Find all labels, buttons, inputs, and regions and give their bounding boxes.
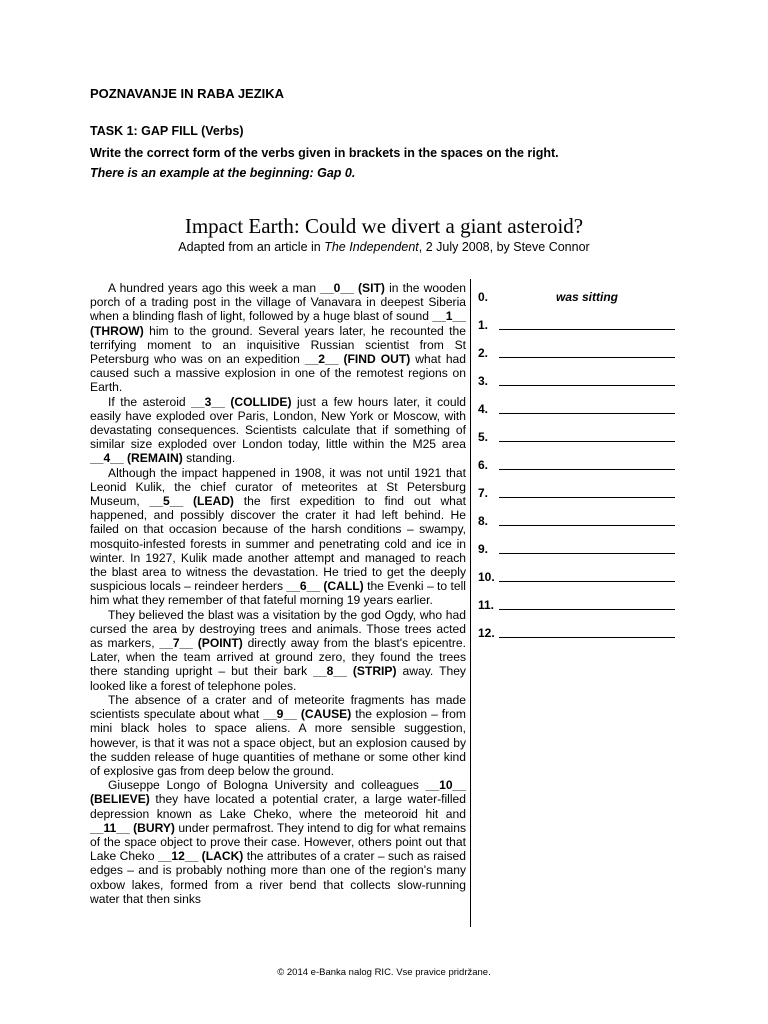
answer-blank[interactable] bbox=[499, 318, 675, 330]
answer-row bbox=[478, 346, 688, 374]
paragraph-text: Giuseppe Longo of Bologna University and colleagues bbox=[108, 778, 426, 793]
article-paragraph bbox=[90, 693, 466, 778]
paragraph-text: in the wooden porch of a trading post in the village of Vanavara in deepest Siberia when a blinding flash of light, followed by a huge blast of sound bbox=[90, 281, 466, 324]
answer-number: 2. bbox=[478, 346, 489, 360]
answer-row bbox=[478, 570, 688, 598]
source-publication: The Independent bbox=[324, 240, 419, 254]
answer-blank[interactable] bbox=[499, 598, 675, 610]
answer-blank[interactable] bbox=[499, 626, 675, 638]
answer-row bbox=[478, 374, 688, 402]
gap-prompt: __10__ (BELIEVE) bbox=[90, 778, 466, 807]
article-paragraph bbox=[90, 778, 466, 906]
answer-blank[interactable] bbox=[499, 458, 675, 470]
gap-prompt: __11__ (BURY) bbox=[90, 820, 175, 835]
gap-prompt: __9__ (CAUSE) bbox=[263, 707, 352, 722]
answer-row bbox=[478, 402, 688, 430]
paragraph-text: the explosion – from mini black holes to space aliens. A more sensible suggestion, however, is that it was not a space object, but an explosion caused by the sudden release of huge quantities of methane or some other kind of explosive gas from deep below the ground. bbox=[90, 707, 466, 778]
answer-row bbox=[478, 514, 688, 542]
section-title: POZNAVANJE IN RABA JEZIKA bbox=[90, 86, 285, 101]
paragraph-text: what had caused such a massive explosion in one of the remotest regions on Earth. bbox=[90, 352, 466, 395]
paragraph-text: they have located a potential crater, a large water-filled depression known as Lake Cheko, where the meteoroid hit and bbox=[90, 792, 466, 821]
answer-number: 0. bbox=[478, 290, 489, 304]
answer-number: 12. bbox=[478, 626, 495, 640]
gap-prompt: __5__ (LEAD) bbox=[149, 494, 234, 509]
answer-row bbox=[478, 626, 688, 654]
answer-row bbox=[478, 430, 688, 458]
answer-row bbox=[478, 318, 688, 346]
task-instruction: Write the correct form of the verbs given in brackets in the spaces on the right. bbox=[90, 146, 559, 160]
answer-number: 4. bbox=[478, 402, 489, 416]
source-prefix: Adapted from an article in bbox=[178, 240, 325, 254]
paragraph-text: directly away from the blast's epicentre. Later, when the team arrived at ground zero, they found the trees there standing upright – but their bark bbox=[90, 636, 466, 679]
answer-blank[interactable] bbox=[499, 486, 675, 498]
answer-number: 3. bbox=[478, 374, 489, 388]
gap-prompt: __2__ (FIND OUT) bbox=[304, 352, 411, 367]
answer-number: 7. bbox=[478, 486, 489, 500]
gap-prompt: __1__ (THROW) bbox=[90, 309, 466, 338]
paragraph-text: away. They looked like a forest of telephone poles. bbox=[90, 664, 466, 693]
example-answer: was sitting bbox=[555, 290, 618, 304]
answer-row bbox=[478, 290, 688, 318]
gap-prompt: __0__ (SIT) bbox=[320, 281, 385, 295]
paragraph-text: the Evenki – to tell him what they remember of that fateful morning 19 years earlier. bbox=[90, 579, 466, 608]
task-title: TASK 1: GAP FILL (Verbs) bbox=[90, 124, 244, 138]
article-paragraph bbox=[90, 466, 466, 608]
answer-row bbox=[478, 458, 688, 486]
answer-blank[interactable] bbox=[499, 346, 675, 358]
paragraph-text: The absence of a crater and of meteorite fragments has made scientists speculate about what bbox=[90, 692, 466, 722]
paragraph-text: the attributes of a crater – such as raised edges – and is probably nothing more than one of the region's many oxbow lakes, formed from a river bend that collects slow-running water that then sinks bbox=[90, 849, 466, 906]
answer-number: 6. bbox=[478, 458, 489, 472]
gap-prompt: __6__ (CALL) bbox=[286, 579, 364, 594]
article-paragraph bbox=[90, 281, 466, 395]
source-suffix: , 2 July 2008, by Steve Connor bbox=[418, 240, 590, 254]
answer-number: 1. bbox=[478, 318, 489, 332]
gap-prompt: __4__ (REMAIN) bbox=[90, 451, 183, 466]
paragraph-text: under permafrost. They intend to dig for what remains of the space object to prove their case. However, others point out that Lake Cheko bbox=[90, 820, 466, 864]
answer-blank[interactable] bbox=[499, 542, 675, 554]
gap-prompt: __12__ (LACK) bbox=[157, 849, 244, 864]
example-note: There is an example at the beginning: Gap 0. bbox=[90, 166, 356, 180]
article-source bbox=[90, 240, 678, 254]
answer-blank[interactable] bbox=[499, 570, 675, 582]
answer-number: 11. bbox=[478, 598, 495, 612]
answer-blank[interactable] bbox=[499, 514, 675, 526]
paragraph-text: If the asteroid bbox=[108, 394, 192, 409]
answer-row bbox=[478, 486, 688, 514]
article-paragraph bbox=[90, 608, 466, 693]
paragraph-text: Although the impact happened in 1908, it was not until 1921 that Leonid Kulik, the chief curator of meteorites at St Petersburg Museum, bbox=[90, 465, 466, 509]
answer-blank[interactable] bbox=[499, 374, 675, 386]
answer-blank[interactable] bbox=[499, 430, 675, 442]
gap-prompt: __7__ (POINT) bbox=[159, 636, 243, 651]
article-body bbox=[90, 281, 466, 929]
answer-number: 8. bbox=[478, 514, 489, 528]
answer-number: 5. bbox=[478, 430, 489, 444]
gap-prompt: __3__ (COLLIDE) bbox=[191, 394, 292, 409]
paragraph-text: the first expedition to find out what happened, and possibly discover the crater it had left behind. He failed on that occasion because of the harsh conditions – swampy, mosquito-infested forests in summer and penetrating cold and ice in winter. In 1927, Kulik made another attempt and managed to reach the blast area to witness the devastation. He tried to get the deeply suspicious locals – reindeer herders bbox=[90, 494, 466, 594]
answer-row bbox=[478, 598, 688, 626]
answer-row bbox=[478, 542, 688, 570]
answer-number: 10. bbox=[478, 570, 495, 584]
paragraph-text: A hundred years ago this week a man bbox=[108, 281, 321, 295]
paragraph-text: just a few hours later, it could easily have exploded over Paris, London, New York or Moscow, with devastating consequences. Scientists calculate that if something of similar size exploded over London today, little within the M25 area bbox=[90, 394, 466, 452]
copyright-footer: © 2014 e-Banka nalog RIC. Vse pravice pridržane. bbox=[277, 967, 491, 978]
column-divider bbox=[470, 279, 471, 927]
answer-number: 9. bbox=[478, 542, 489, 556]
answer-column bbox=[478, 290, 688, 654]
paragraph-text: him to the ground. Several years later, he recounted the terrifying moment to an inquisitive Russian scientist from St Petersburg who was on an expedition bbox=[90, 323, 466, 367]
answer-blank[interactable] bbox=[499, 402, 675, 414]
paragraph-text: standing. bbox=[182, 451, 236, 466]
article-paragraph bbox=[90, 395, 466, 466]
article-title: Impact Earth: Could we divert a giant asteroid? bbox=[184, 214, 584, 238]
gap-prompt: __8__ (STRIP) bbox=[313, 664, 397, 679]
paragraph-text: They believed the blast was a visitation by the god Ogdy, who had cursed the area by destroying trees and animals. Those trees acted as markers, bbox=[90, 607, 466, 651]
